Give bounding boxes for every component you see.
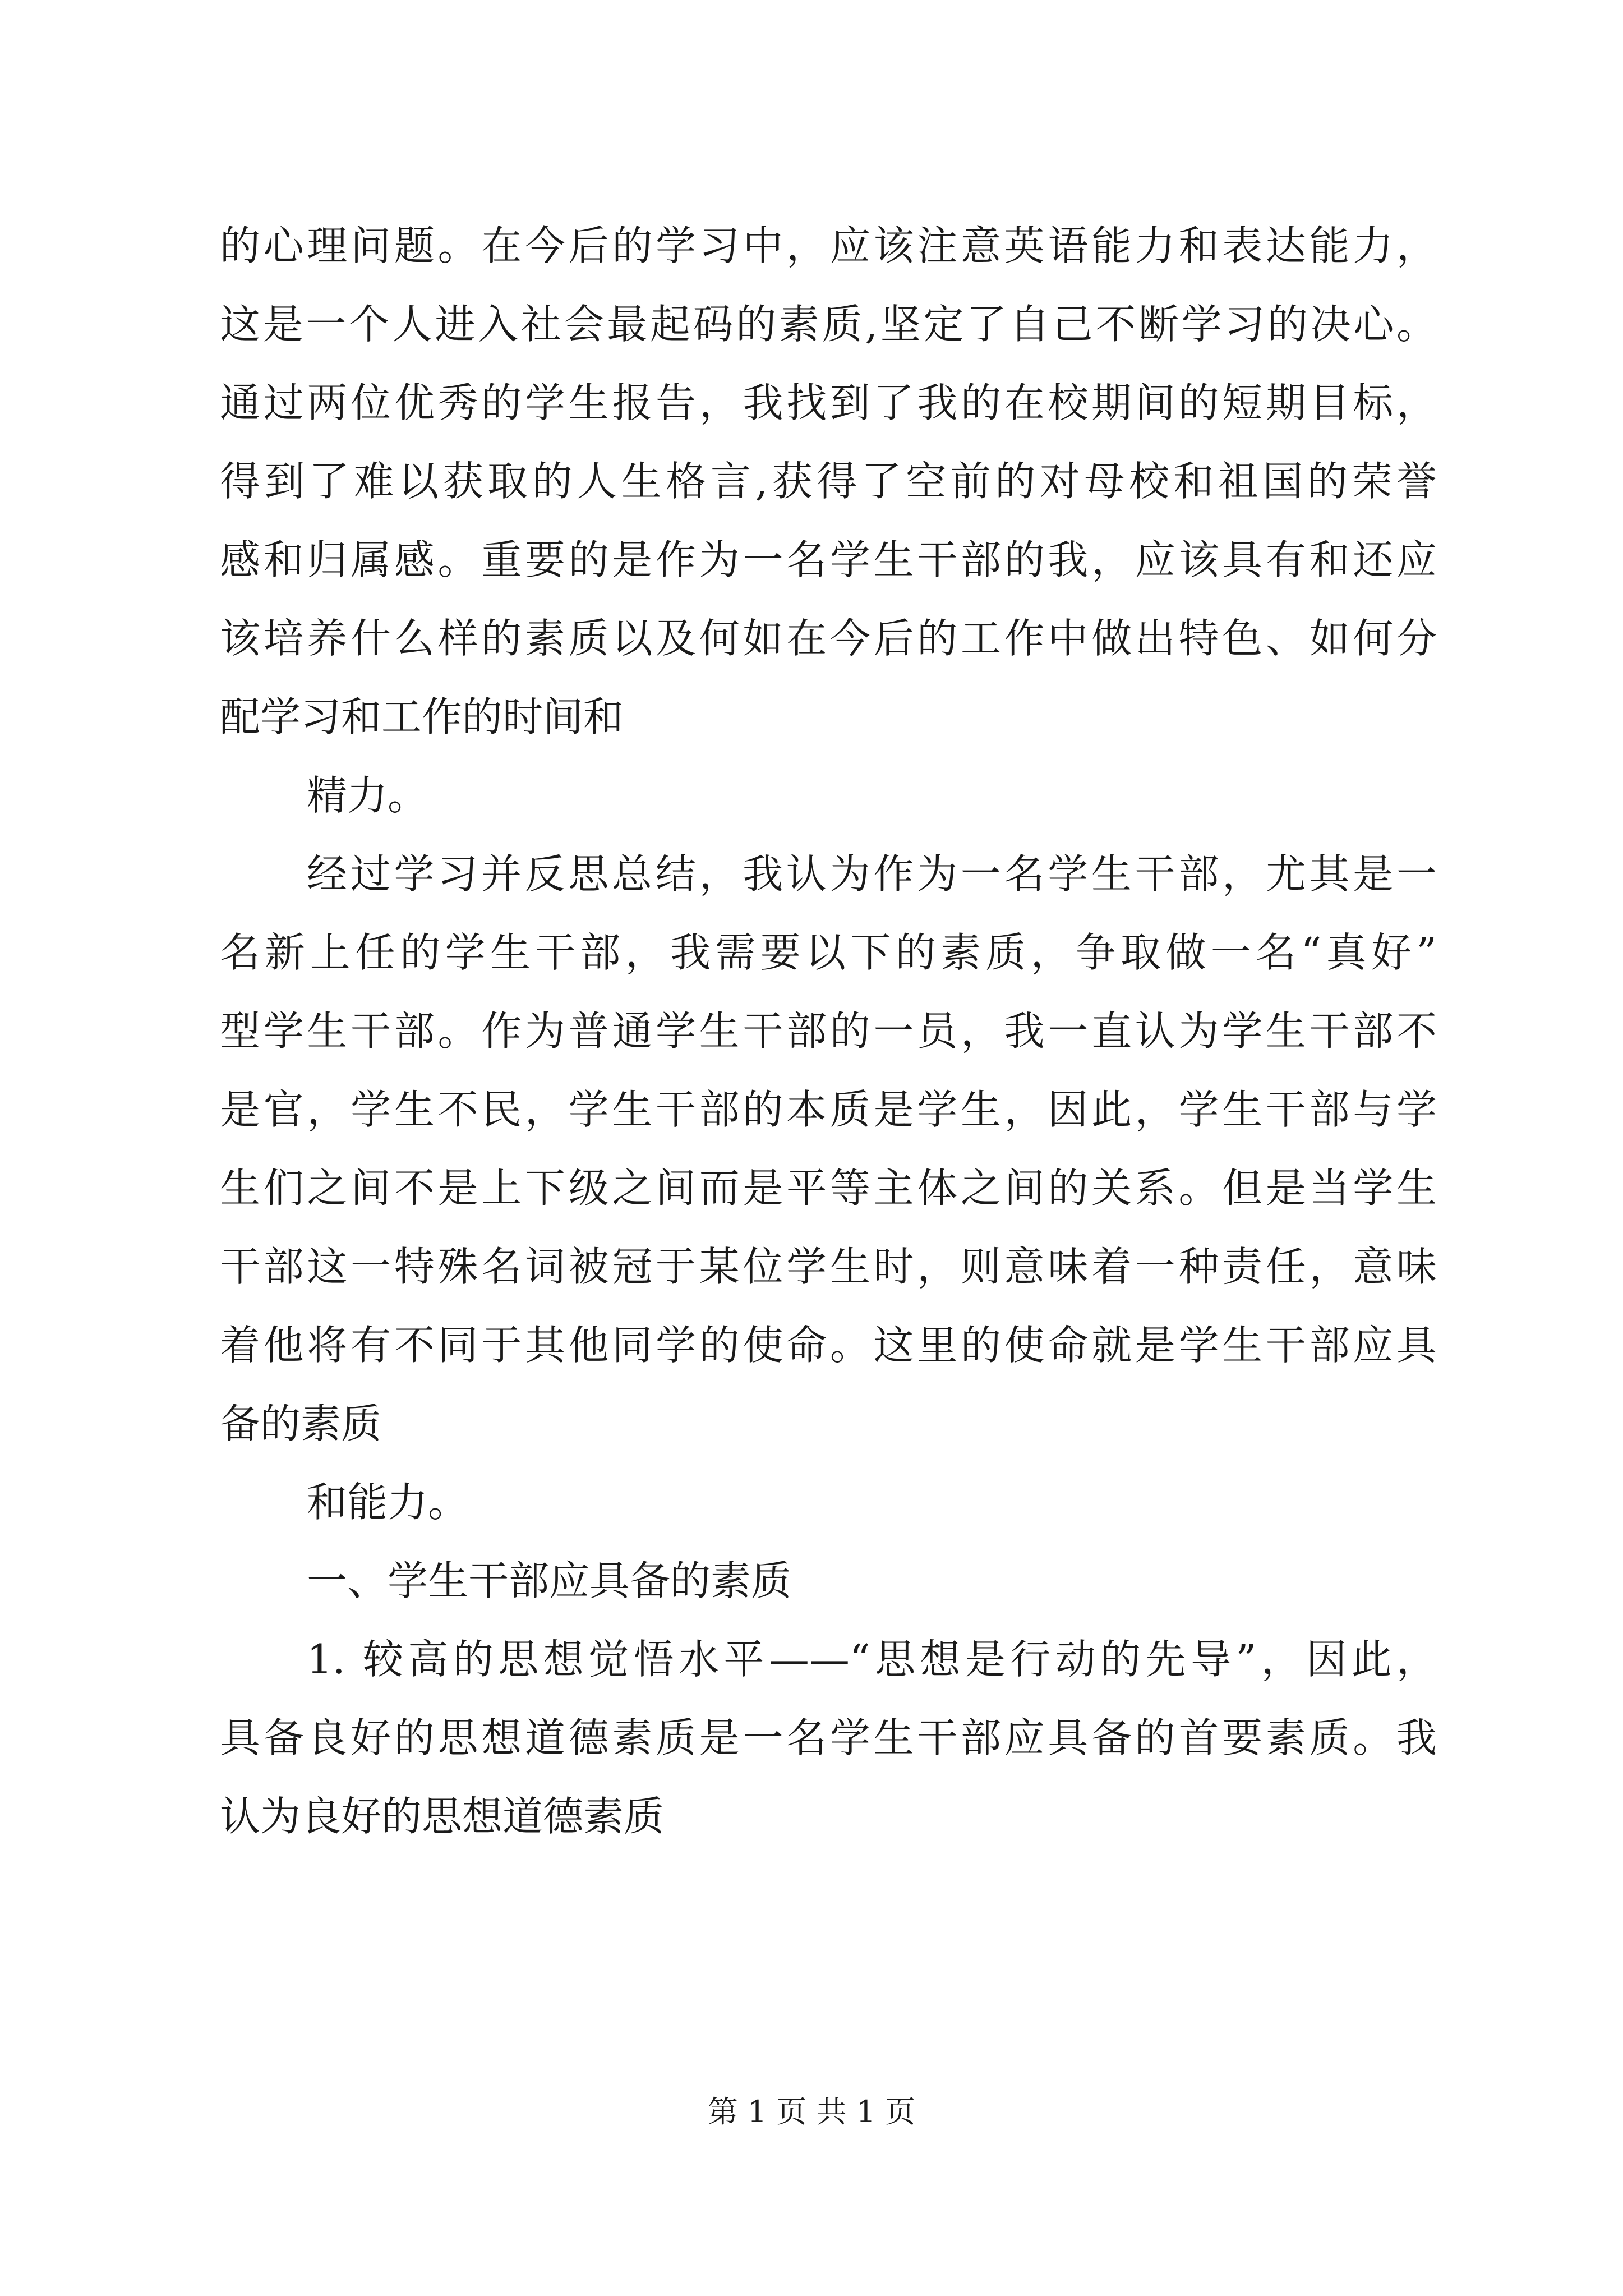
text-line: 这是一个人进入社会最起码的素质,坚定了自己不断学习的决心。 [220,301,1437,348]
text-line: 干部这一特殊名词被冠于某位学生时，则意味着一种责任，意味 [220,1243,1437,1290]
text-line: 认为良好的思想道德素质 [220,1793,665,1840]
paragraph-start: 经过学习并反思总结，我认为作为一名学生干部，尤其是一 [307,850,1437,898]
paragraph-start: 1. 较高的思想觉悟水平——“思想是行动的先导”，因此， [307,1636,1437,1683]
section-heading: 一、学生干部应具备的素质 [307,1557,792,1604]
page-footer: 第 1 页 共 1 页 [707,2094,916,2129]
text-line: 的心理问题。在今后的学习中，应该注意英语能力和表达能力， [220,222,1437,269]
text-line: 具备良好的思想道德素质是一名学生干部应具备的首要素质。我 [220,1714,1437,1761]
text-line: 通过两位优秀的学生报告，我找到了我的在校期间的短期目标， [220,379,1437,426]
text-line: 和能力。 [307,1479,469,1526]
text-line: 是官，学生不民，学生干部的本质是学生，因此，学生干部与学 [220,1086,1437,1133]
text-line: 该培养什么样的素质以及何如在今后的工作中做出特色、如何分 [220,615,1437,662]
text-line: 得到了难以获取的人生格言,获得了空前的对母校和祖国的荣誉 [220,458,1437,505]
text-line: 着他将有不同于其他同学的使命。这里的使命就是学生干部应具 [220,1322,1437,1369]
text-line: 配学习和工作的时间和 [220,693,624,740]
text-line: 备的素质 [220,1400,382,1447]
text-line: 生们之间不是上下级之间而是平等主体之间的关系。但是当学生 [220,1165,1437,1212]
text-line: 名新上任的学生干部，我需要以下的素质，争取做一名“真好” [220,929,1437,976]
text-line: 精力。 [307,772,428,819]
text-line: 感和归属感。重要的是作为一名学生干部的我，应该具有和还应 [220,536,1437,583]
text-line: 型学生干部。作为普通学生干部的一员，我一直认为学生干部不 [220,1007,1437,1055]
